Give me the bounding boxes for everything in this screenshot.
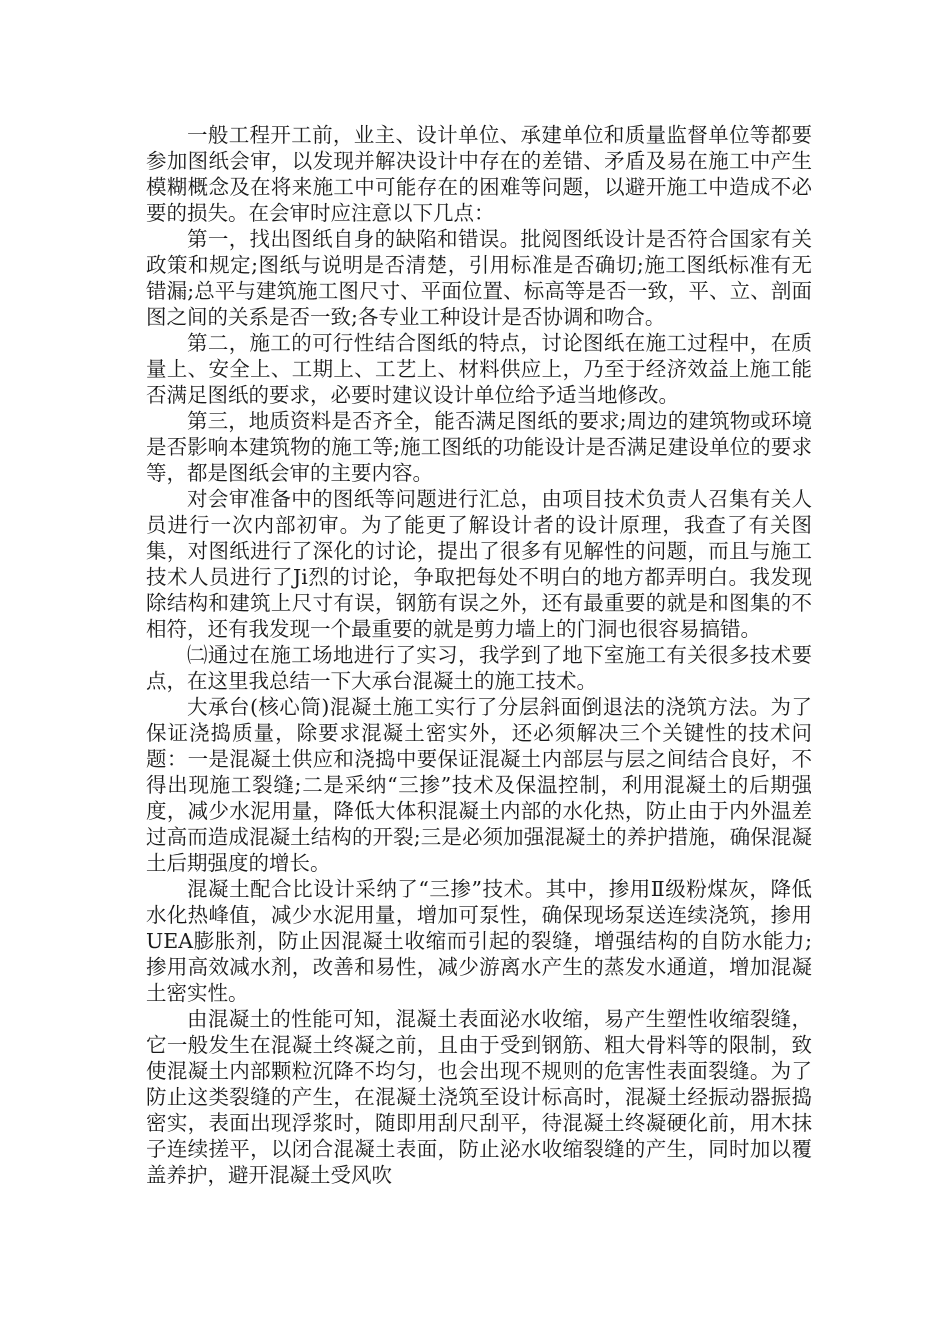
paragraph-intro: 一般工程开工前，业主、设计单位、承建单位和质量监督单位等都要参加图纸会审，以发现并解决设计中存在的差错、矛盾及易在施工中产生模糊概念及在将来施工中可能存在的困难等问题，以避开施工中造成不必要的损失。在会审时应注意以下几点： — [146, 123, 812, 225]
paragraph-internship-intro: ㈡通过在施工场地进行了实习，我学到了地下室施工有关很多技术要点，在这里我总结一下大承台混凝土的施工技术。 — [146, 643, 812, 693]
paragraph-mix-design: 混凝土配合比设计采纳了“三掺”技术。其中，掺用Ⅱ级粉煤灰，降低水化热峰值，减少水泥用量，增加可泵性，确保现场泵送连续浇筑，掺用UEA膨胀剂，防止因混凝土收缩而引起的裂缝，增强结构的自防水能力;掺用高效减水剂，改善和易性，减少游离水产生的蒸发水通道，增加混凝土密实性。 — [146, 877, 812, 1005]
paragraph-point-one: 第一，找出图纸自身的缺陷和错误。批阅图纸设计是否符合国家有关政策和规定;图纸与说明是否清楚，引用标准是否确切;施工图纸标准有无错漏;总平与建筑施工图尺寸、平面位置、标高等是否一致，平、立、剖面图之间的关系是否一致;各专业工种设计是否协调和吻合。 — [146, 227, 812, 329]
paragraph-review-summary: 对会审准备中的图纸等问题进行汇总，由项目技术负责人召集有关人员进行一次内部初审。为了能更了解设计者的设计原理，我查了有关图集，对图纸进行了深化的讨论，提出了很多有见解性的问题，而且与施工技术人员进行了Ji烈的讨论，争取把每处不明白的地方都弄明白。我发现除结构和建筑上尺寸有误，钢筋有误之外，还有最重要的就是和图集的不相符，还有我发现一个最重要的就是剪力墙上的门洞也很容易搞错。 — [146, 487, 812, 641]
paragraph-crack-prevention: 由混凝土的性能可知，混凝土表面泌水收缩，易产生塑性收缩裂缝，它一般发生在混凝土终凝之前，且由于受到钢筋、粗大骨料等的限制，致使混凝土内部颗粒沉降不均匀，也会出现不规则的危害性表面裂缝。为了防止这类裂缝的产生，在混凝土浇筑至设计标高时，混凝土经振动器振捣密实，表面出现浮浆时，随即用刮尺刮平，待混凝土终凝硬化前，用木抹子连续搓平，以闭合混凝土表面，防止泌水收缩裂缝的产生，同时加以覆盖养护，避开混凝土受风吹 — [146, 1007, 812, 1187]
document-body — [146, 122, 812, 1188]
paragraph-point-two: 第二，施工的可行性结合图纸的特点，讨论图纸在施工过程中，在质量上、安全上、工期上、工艺上、材料供应上，乃至于经济效益上施工能否满足图纸的要求，必要时建议设计单位给予适当地修改。 — [146, 331, 812, 407]
paragraph-point-three: 第三，地质资料是否齐全，能否满足图纸的要求;周边的建筑物或环境是否影响本建筑物的施工等;施工图纸的功能设计是否满足建设单位的要求等，都是图纸会审的主要内容。 — [146, 409, 812, 485]
paragraph-pile-cap-method: 大承台(核心筒)混凝土施工实行了分层斜面倒退法的浇筑方法。为了保证浇捣质量，除要求混凝土密实外，还必须解决三个关键性的技术问题：一是混凝土供应和浇捣中要保证混凝土内部层与层之间结合良好，不得出现施工裂缝;二是采纳“三掺”技术及保温控制，利用混凝土的后期强度，减少水泥用量，降低大体积混凝土内部的水化热，防止由于内外温差过高而造成混凝土结构的开裂;三是必须加强混凝土的养护措施，确保混凝土后期强度的增长。 — [146, 695, 812, 875]
